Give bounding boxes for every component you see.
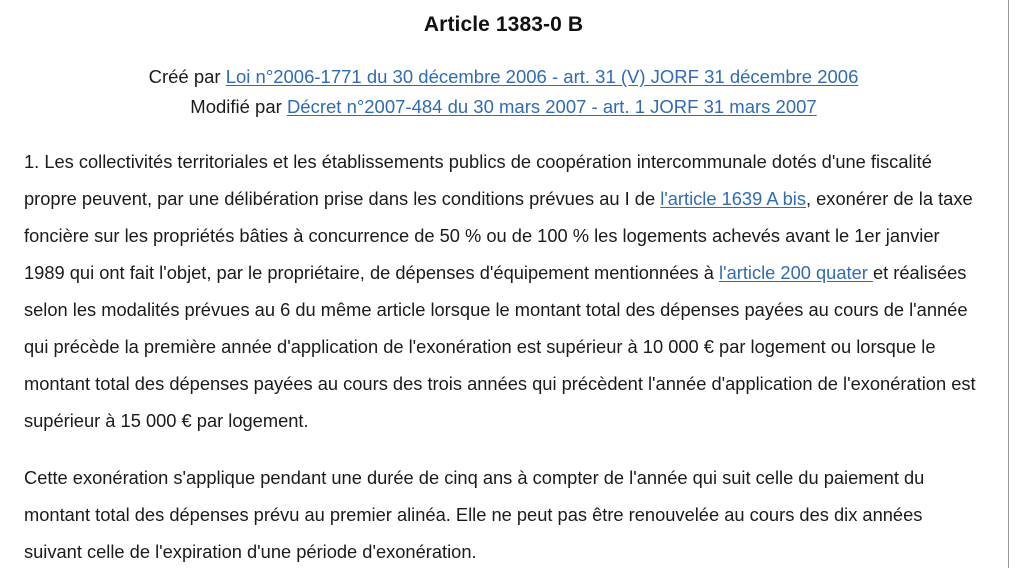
page-title: Article 1383-0 B: [423, 13, 584, 36]
paragraph-1-text-3: et réalisées selon les modalités prévues au 6 du même article lorsque le montant total des dépenses payées au cours de l'année qui précède la première année d'application de l'exonération est supérieur à 10 000 € par logement ou lorsque le montant total des dépenses payées au cours des trois années qui précèdent l'année d'application de l'exonération est supérieur à 15 000 € par logement.: [24, 262, 976, 431]
credit-prefix-created: Créé par: [148, 66, 226, 87]
paragraph-2-text-1: Cette exonération s'applique pendant une durée de cinq ans à compter de l'année qui suit celle du paiement du montant total des dépenses prévu au premier alinéa. Elle ne peut pas être renouvelée au cours des dix années suivant celle de l'expiration d'une période d'exonération.: [24, 467, 925, 562]
article-paragraph-1: [24, 122, 983, 459]
paragraph-1-text-2: , exonérer de la taxe foncière sur les propriétés bâties à concurrence de 50 % ou de 100 % les logements achevés avant le 1er janvier 1989 qui ont fait l'objet, par le propriétaire, de dépenses d'équipement mentionnées à: [24, 188, 973, 283]
article-link-1639-a-bis[interactable]: l'article 1639 A bis: [660, 188, 806, 209]
credit-link-modified[interactable]: Décret n°2007-484 du 30 mars 2007 - art. 1 JORF 31 mars 2007: [286, 96, 817, 117]
paragraph-1-text-1: 1. Les collectivités territoriales et les établissements publics de coopération intercommunale dotés d'une fiscalité propre peuvent, par une délibération prise dans les conditions prévues au I de: [24, 151, 932, 209]
article-credits: [24, 40, 983, 122]
credit-prefix-modified: Modifié par: [190, 96, 287, 117]
credit-link-created[interactable]: Loi n°2006-1771 du 30 décembre 2006 - art. 31 (V) JORF 31 décembre 2006: [225, 66, 859, 87]
viewport-right-rule: [1008, 0, 1009, 568]
credit-line-modified: [24, 92, 983, 122]
article-body: [24, 122, 983, 570]
article-link-200-quater[interactable]: l'article 200 quater: [719, 262, 873, 283]
article-paragraph-2: [24, 459, 983, 570]
credit-line-created: [24, 62, 983, 92]
